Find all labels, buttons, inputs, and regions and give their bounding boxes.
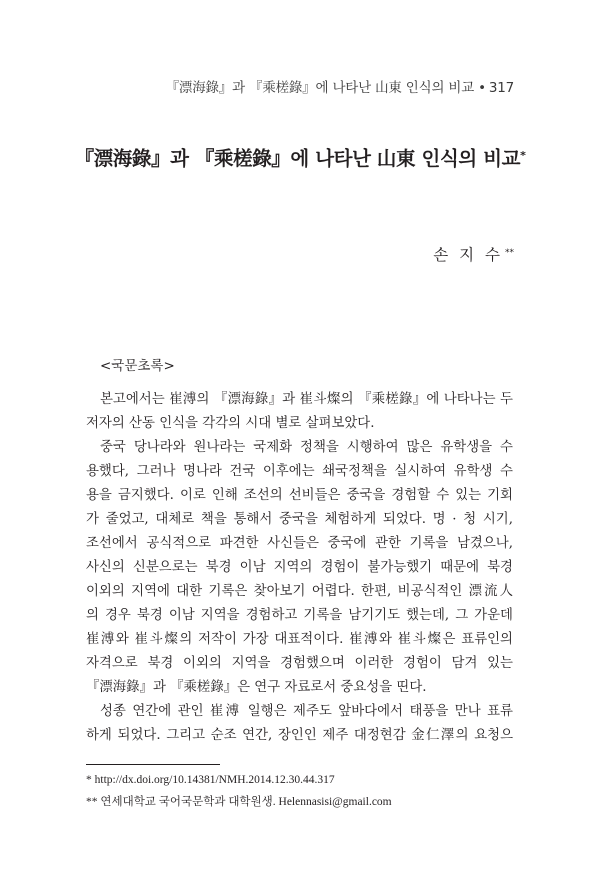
footnote-author-affiliation: ** 연세대학교 국어국문학과 대학원생. Helennasisi@gmail.com <box>86 796 392 808</box>
abstract-heading: <국문초록> <box>100 358 175 374</box>
abstract-line: 조선에서 공식적으로 파견한 사신들은 중국에 관한 기록을 남겼으나, <box>86 536 513 551</box>
author-name-text: 손 지 수 <box>433 246 503 264</box>
running-head <box>166 76 514 96</box>
abstract-line: 하게 되었다. 그리고 순조 연간, 장인인 제주 대정현감 金仁澤의 요청으 <box>86 728 513 743</box>
abstract-line: 가 줄었고, 대체로 책을 통해서 중국을 체험하게 되었다. 명 · 청 시기, <box>86 512 513 527</box>
title-footnote-marker: * <box>520 149 526 162</box>
abstract-line: 용했다, 그러나 명나라 건국 이후에는 쇄국정책을 실시하여 유학생 수 <box>86 464 513 479</box>
abstract-line: 『漂海錄』과 『乘槎錄』은 연구 자료로서 중요성을 띤다. <box>86 680 427 695</box>
abstract-line: 용을 금지했다. 이로 인해 조선의 선비들은 중국을 경험할 수 있는 기회 <box>86 488 513 503</box>
abstract-line: 저자의 산동 인식을 각각의 시대 별로 살펴보았다. <box>86 416 375 431</box>
running-head-title: 『漂海錄』과 『乘槎錄』에 나타난 山東 인식의 비교 <box>165 80 475 96</box>
paper-title-text: 『漂海錄』과 『乘槎錄』에 나타난 山東 인식의 비교 <box>74 147 521 170</box>
abstract-line: 자격으로 북경 이외의 지역을 경험했으며 이러한 경험이 담겨 있는 <box>86 656 513 671</box>
abstract-line: 성종 연간에 관인 崔溥 일행은 제주도 앞바다에서 태풍을 만나 표류 <box>100 704 513 719</box>
footnote-doi: * http://dx.doi.org/10.14381/NMH.2014.12.30.44.317 <box>86 774 335 786</box>
abstract-line: 중국 당나라와 원나라는 국제화 정책을 시행하여 많은 유학생을 수 <box>100 440 513 455</box>
abstract-line: 의 경우 북경 이남 지역을 경험하고 기록을 남기기도 했는데, 그 가운데 <box>86 608 513 623</box>
abstract-line: 사신의 신분으로는 북경 이남 지역의 경험이 불가능했기 때문에 북경 <box>86 560 513 575</box>
abstract-line: 본고에서는 崔溥의 『漂海錄』과 崔斗燦의 『乘槎錄』에 나타나는 두 <box>100 392 513 407</box>
page-number: 317 <box>488 80 514 96</box>
abstract-line: 이외의 지역에 대한 기록은 찾아보기 어렵다. 한편, 비공식적인 漂流人 <box>86 584 513 599</box>
author-name <box>433 243 514 265</box>
footnote-divider <box>86 764 220 765</box>
author-footnote-marker: ** <box>505 248 514 258</box>
paper-title <box>0 143 600 171</box>
running-head-bullet: • <box>478 80 486 96</box>
abstract-line: 崔溥와 崔斗燦의 저작이 가장 대표적이다. 崔溥와 崔斗燦은 표류인의 <box>86 632 513 647</box>
